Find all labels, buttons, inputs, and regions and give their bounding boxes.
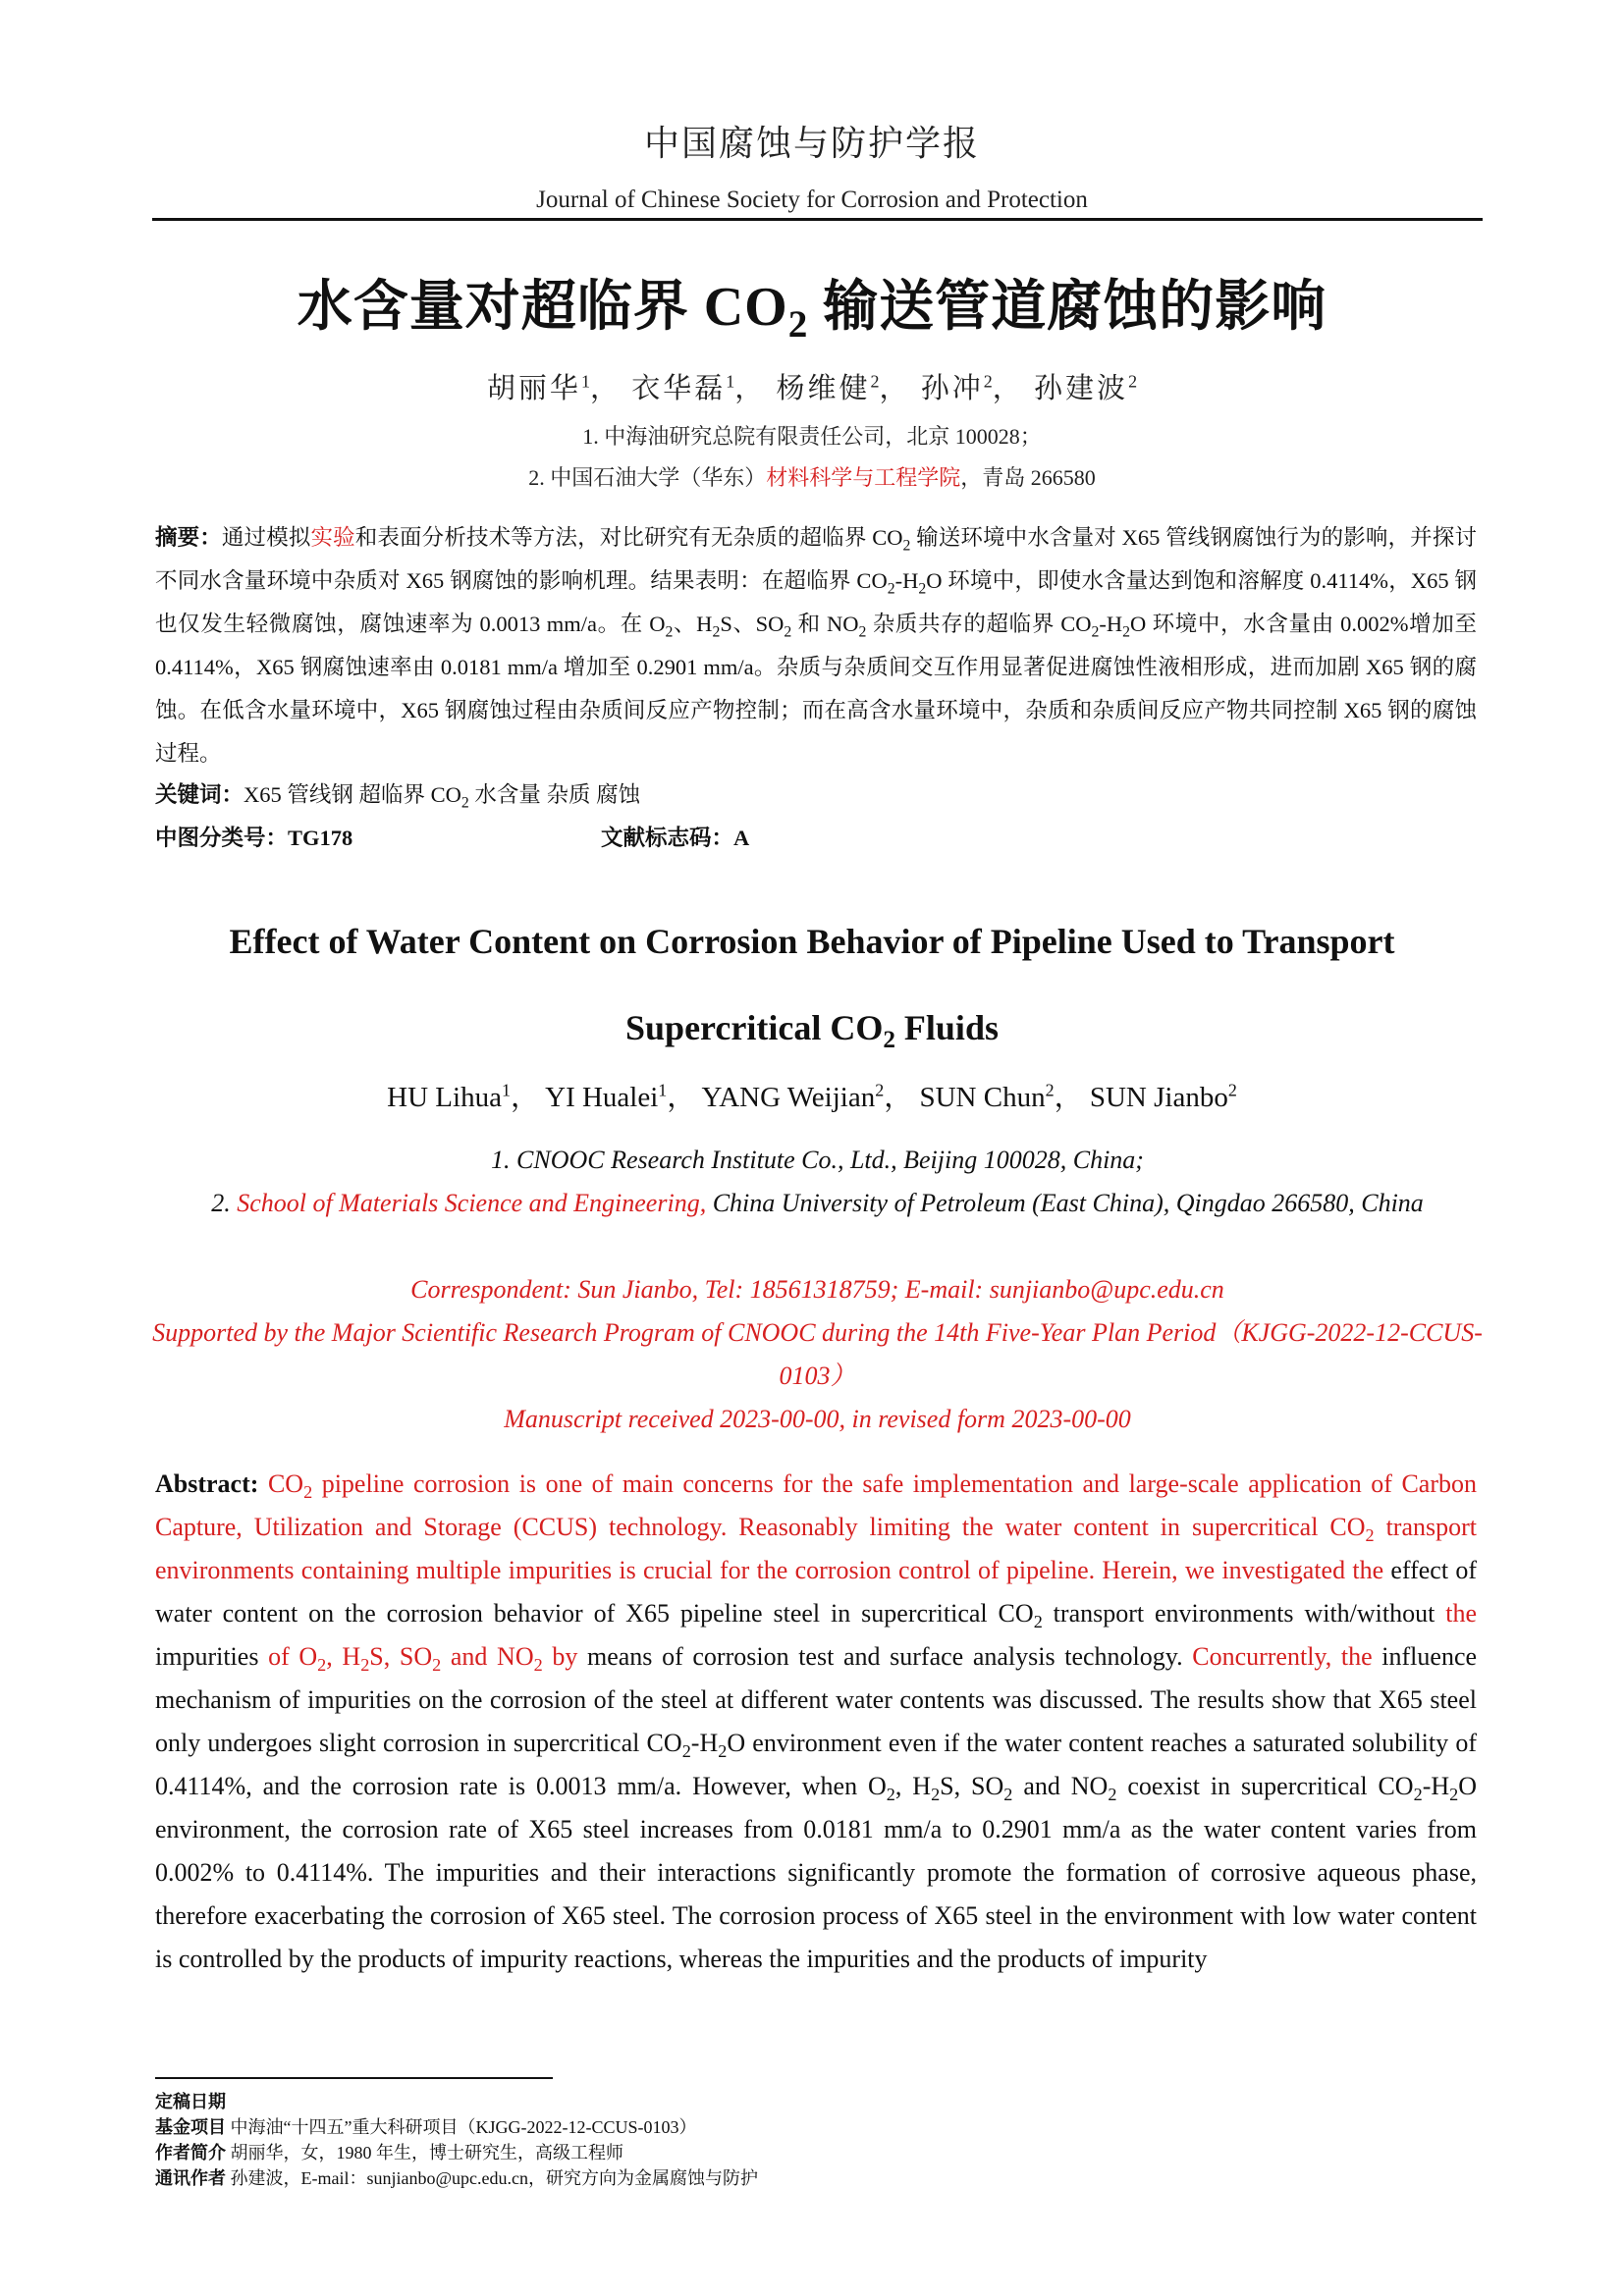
affiliation-cn-2: 2. 中国石油大学（华东）材料科学与工程学院，青岛 266580: [528, 465, 1096, 490]
author-name: 孙冲: [920, 373, 984, 404]
author-name: YI Hualei: [545, 1082, 659, 1113]
author-name: 孙建波: [1034, 373, 1129, 404]
abstract-en: Abstract: $CO_2$ pipeline corrosion is one of main concerns for the safe implementation and large-scale application of Carbon Capture, Utilization and Storage (CCUS) technology. Reasonably limiting the water content in supercritical $CO_2$ transport environments containing multiple impurities is crucial for the corrosion control of pipeline. Herein, we investigated the effect of water content on the corrosion behavior of X65 pipeline steel in supercritical $CO_2$ transport environments with/without the impurities of $O_2$, $H_2S$, $SO_2$ and $NO_2$ by means of corrosion test and surface analysis technology. Concurrently, the influence mechanism of impurities on the corrosion of the steel at different water contents was discussed. The results show that X65 steel only undergoes slight corrosion in supercritical $CO_2-H_2O$ environment even if the water content reaches a saturated solubility of 0.4114%, and the corrosion rate is 0.0013 mm/a. However, when $O_2$, $H_2S$, $SO_2$ and $NO_2$ coexist in supercritical $CO_2-H_2O$ environment, the corrosion rate of X65 steel increases from 0.0181 mm/a to 0.2901 mm/a as the water content varies from 0.002% to 0.4114%. The impurities and their interactions significantly promote the formation of corrosive aqueous phase, therefore exacerbating the corrosion of X65 steel. The corrosion process of X65 steel in the environment with low water content is controlled by the products of impurity reactions, whereas the impurities and the products of impurity: [155, 1469, 1478, 1973]
affiliation-cn-1: 1. 中海油研究总院有限责任公司，北京 100028；: [582, 424, 1042, 449]
footnote-funding: 基金项目 中海油“十四五”重大科研项目（KJGG-2022-12-CCUS-0103）: [155, 2117, 697, 2137]
author-name: 杨维健: [776, 373, 871, 404]
author-name: 胡丽华: [486, 373, 581, 404]
paper-title-cn: 水含量对超临界 $CO_2$ 输送管道腐蚀的影响: [297, 277, 1327, 347]
paper-title-en: Effect of Water Content on Corrosion Behavior of Pipeline Used to Transport Supercritical $CO_2$ Fluids: [229, 922, 1395, 1054]
affiliation-school-en-link[interactable]: School of Materials Science and Engineering,: [237, 1189, 707, 1217]
classification-code: 中图分类号：TG178: [155, 826, 353, 850]
abstract-en-label: Abstract:: [155, 1469, 259, 1498]
journal-title-cn: 中国腐蚀与防护学报: [643, 124, 980, 163]
footnote-author-bio: 作者简介 胡丽华，女，1980 年生，博士研究生，高级工程师: [155, 2143, 623, 2163]
author-name: HU Lihua: [387, 1082, 502, 1113]
author-name: YANG Weijian: [701, 1082, 876, 1113]
journal-title-en: Journal of Chinese Society for Corrosion and Protection: [536, 187, 1088, 213]
abstract-cn: 摘要：通过模拟实验和表面分析技术等方法，对比研究有无杂质的超临界 $CO_2$ 输送环境中水含量对 X65 管线钢腐蚀行为的影响，并探讨不同水含量环境中杂质对 X65 钢腐蚀的影响机理。结果表明：在超临界 $CO_2-H_2O$ 环境中，即使水含量达到饱和溶解度 0.4114%，X65 钢也仅发生轻微腐蚀，腐蚀速率为 0.0013 mm/a。在 $O_2$、$H_2S$、$SO_2$ 和 $NO_2$ 杂质共存的超临界 $CO_2-H_2O$ 环境中，水含量由 0.002%增加至 0.4114%，X65 钢腐蚀速率由 0.0181 mm/a 增加至 0.2901 mm/a。杂质与杂质间交互作用显著促进腐蚀性液相形成，进而加剧 X65 钢的腐蚀。在低含水量环境中，X65 钢腐蚀过程由杂质间反应产物控制；而在高含水量环境中，杂质和杂质间反应产物共同控制 X65 钢的腐蚀过程。: [155, 525, 1478, 766]
author-name: 衣华磊: [631, 373, 727, 404]
header-divider: [152, 218, 1483, 221]
affiliation-en-1: 1. CNOOC Research Institute Co., Ltd., Beijing 100028, China;: [491, 1146, 1144, 1174]
author-list-cn: 胡丽华$^1$， 衣华磊$^1$， 杨维健$^2$， 孙冲$^2$， 孙建波$^2$: [486, 371, 1138, 404]
affiliation-school-link[interactable]: 材料科学与工程学院: [766, 465, 961, 490]
keywords-cn: 关键词：X65 管线钢 超临界 $CO_2$ 水含量 杂质 腐蚀: [155, 782, 641, 812]
author-name: SUN Jianbo: [1089, 1082, 1228, 1113]
manuscript-dates: Manuscript received 2023-00-00, in revised form 2023-00-00: [504, 1405, 1131, 1433]
footnote-corresponding: 通讯作者 孙建波，E-mail：sunjianbo@upc.edu.cn，研究方向为金属腐蚀与防护: [155, 2168, 759, 2188]
footnote-received: 定稿日期: [155, 2092, 226, 2111]
document-code: 文献标志码：A: [601, 826, 750, 850]
abstract-cn-label: 摘要：: [155, 525, 222, 550]
author-list-en: HU Lihua$^1$， YI Hualei$^1$， YANG Weijian$^2$， SUN Chun$^2$， SUN Jianbo$^2$: [387, 1080, 1237, 1113]
affiliation-en-2: 2. School of Materials Science and Engineering, China University of Petroleum (East China), Qingdao 266580, China: [211, 1189, 1424, 1217]
footnotes: [155, 2089, 758, 2191]
correspondent-info: Correspondent: Sun Jianbo, Tel: 18561318759; E-mail: sunjianbo@upc.edu.cn: [410, 1275, 1224, 1304]
funding-info: Supported by the Major Scientific Research Program of CNOOC during the 14th Five-Year Plan Period（KJGG-2022-12-CCUS-0103）: [152, 1318, 1483, 1390]
author-name: SUN Chun: [919, 1082, 1046, 1113]
footnote-divider: [155, 2077, 553, 2079]
